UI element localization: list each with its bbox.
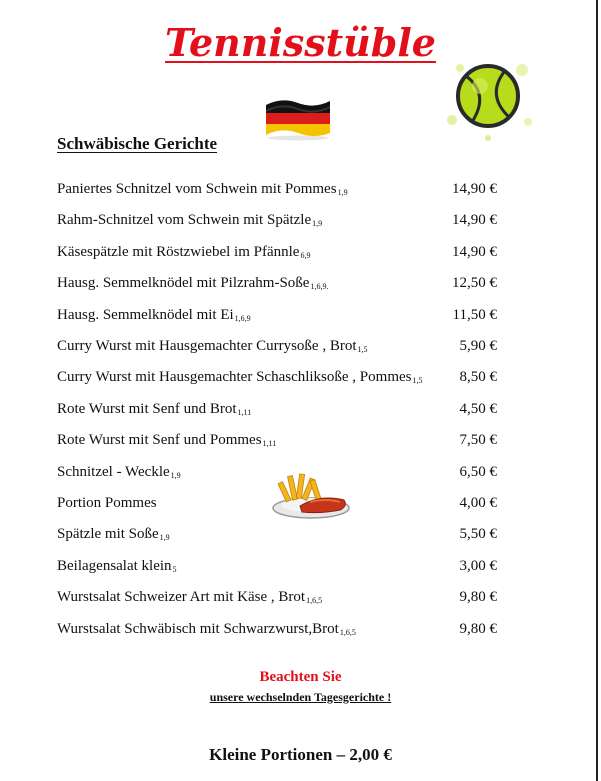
notice-text: unsere wechselnden Tagesgerichte !: [209, 690, 392, 704]
menu-item-price: 5,90 €: [459, 338, 497, 354]
menu-item-price: 14,90 €: [452, 212, 497, 229]
menu-item-price: 9,80 €: [459, 620, 497, 637]
menu-item-price: 5,50 €: [459, 526, 497, 543]
menu-item-name: [57, 495, 157, 512]
allergen-codes: 5: [172, 564, 177, 574]
allergen-codes: 1,9: [159, 533, 170, 543]
page-title: Tennisstüble: [165, 20, 436, 65]
menu-item-title: Rahm-Schnitzel vom Schwein mit Spätzle: [57, 212, 312, 229]
allergen-codes: 6,9: [300, 250, 311, 260]
menu-item-price: 11,50 €: [452, 306, 497, 323]
menu-item: [57, 369, 507, 389]
menu-item-title: Hausg. Semmelknödel mit Pilzrahm-Soße: [57, 275, 310, 292]
menu-item: [57, 212, 507, 232]
menu-item-price: 14,90 €: [452, 243, 497, 260]
small-portions-note: Kleine Portionen – 2,00 €: [209, 745, 392, 764]
menu-item-price: 6,50 €: [459, 463, 497, 480]
menu-item-name: [57, 464, 181, 481]
allergen-codes: 1,11: [262, 439, 277, 449]
menu-item-title: Curry Wurst mit Hausgemachter Schaschliksoße , Pommes: [57, 369, 412, 386]
menu-item-name: [57, 432, 276, 449]
menu-item-price: 9,80 €: [459, 589, 497, 606]
menu-item-name: [57, 621, 356, 638]
menu-item: [57, 338, 507, 358]
menu-item-price: 8,50 €: [459, 369, 497, 386]
menu-item: [57, 558, 507, 578]
allergen-codes: 1,6,9.: [310, 282, 329, 292]
menu-item-title: Portion Pommes: [57, 495, 157, 511]
menu-item-title: Rote Wurst mit Senf und Brot: [57, 400, 237, 417]
menu-item-name: [57, 338, 367, 355]
section-title: Schwäbische Gerichte: [57, 134, 218, 153]
menu-item-price: 4,00 €: [459, 495, 497, 511]
menu-item: [57, 181, 507, 201]
menu-item: [57, 307, 507, 327]
menu-item: [57, 621, 507, 641]
allergen-codes: 1,11: [237, 407, 252, 417]
menu-item-name: [57, 307, 251, 324]
menu-item-title: Curry Wurst mit Hausgemachter Currysoße , Brot: [57, 338, 357, 354]
menu-item-name: [57, 181, 348, 198]
german-flag-icon: [262, 97, 334, 141]
menu-item: [57, 244, 507, 264]
menu-item-name: [57, 275, 328, 292]
menu-item-title: Hausg. Semmelknödel mit Ei: [57, 306, 234, 323]
menu-item-title: Wurstsalat Schwäbisch mit Schwarzwurst,Brot: [57, 620, 339, 637]
menu-item: [57, 526, 507, 546]
allergen-codes: 1,9: [337, 188, 348, 197]
allergen-codes: 1,5: [412, 376, 423, 386]
menu-item-title: Schnitzel - Weckle: [57, 463, 170, 480]
menu-item-price: 12,50 €: [452, 275, 497, 292]
menu-item-name: [57, 526, 170, 543]
allergen-codes: 1,6,9: [234, 313, 251, 323]
allergen-codes: 1,9: [170, 470, 181, 480]
tennis-ball-icon: [438, 50, 538, 145]
menu-item-name: [57, 558, 177, 575]
menu-item: [57, 589, 507, 609]
menu-item-name: [57, 589, 322, 606]
menu-item-price: 14,90 €: [452, 181, 497, 197]
menu-item-name: [57, 401, 251, 418]
menu-item-title: Beilagensalat klein: [57, 557, 172, 574]
menu-item-title: Wurstsalat Schweizer Art mit Käse , Brot: [57, 589, 306, 606]
allergen-codes: 1,6,5: [306, 596, 323, 606]
menu-item-price: 7,50 €: [459, 432, 497, 449]
menu-item-name: [57, 212, 322, 229]
menu-item-price: 3,00 €: [459, 557, 497, 574]
menu-item-title: Rote Wurst mit Senf und Pommes: [57, 432, 262, 449]
menu-item: [57, 401, 507, 421]
currywurst-fries-icon: [270, 470, 352, 520]
allergen-codes: 1,5: [357, 345, 368, 354]
menu-item-name: [57, 244, 310, 261]
menu-item: [57, 275, 507, 295]
menu-item-price: 4,50 €: [459, 400, 497, 417]
allergen-codes: 1,9: [312, 219, 323, 229]
menu-item-title: Käsespätzle mit Röstzwiebel im Pfännle: [57, 243, 300, 260]
allergen-codes: 1,6,5: [339, 627, 356, 637]
menu-item: [57, 432, 507, 452]
menu-item-name: [57, 369, 422, 386]
menu-item-title: Spätzle mit Soße: [57, 526, 159, 543]
notice-heading: Beachten Sie: [259, 669, 342, 685]
menu-item-title: Paniertes Schnitzel vom Schwein mit Pommes: [57, 181, 337, 197]
